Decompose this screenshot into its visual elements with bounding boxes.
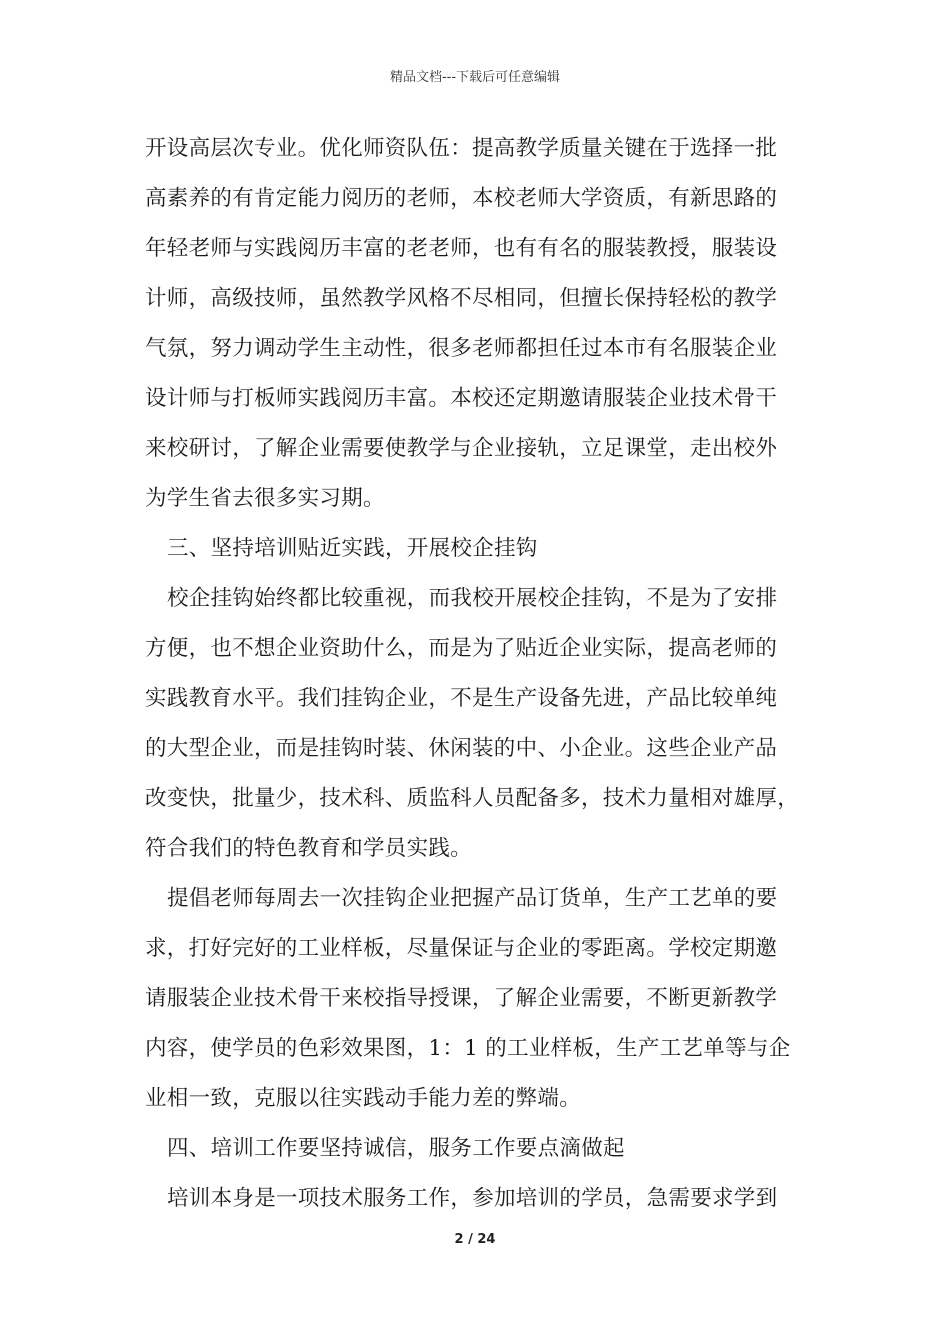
text-line: 来校研讨，了解企业需要使教学与企业接轨，立足课堂，走出校外 [145, 436, 778, 461]
text-line: 计师，高级技师，虽然教学风格不尽相同，但擅长保持轻松的教学 [145, 286, 778, 311]
text-line: 符合我们的特色教育和学员实践。 [145, 836, 473, 861]
text-line: 气氛，努力调动学生主动性，很多老师都担任过本市有名服装企业 [145, 336, 778, 361]
page-number: 2 / 24 [454, 1232, 496, 1247]
text-line: 求，打好完好的工业样板，尽量保证与企业的零距离。学校定期邀 [145, 936, 778, 961]
text-line: 提倡老师每周去一次挂钩企业把握产品订货单，生产工艺单的要 [167, 886, 778, 911]
text-line: 培训本身是一项技术服务工作，参加培训的学员，急需要求学到 [167, 1186, 778, 1211]
text-line: 校企挂钩始终都比较重视，而我校开展校企挂钩，不是为了安排 [167, 586, 778, 611]
text-line: 设计师与打板师实践阅历丰富。本校还定期邀请服装企业技术骨干 [145, 386, 778, 411]
text-line: 方便，也不想企业资助什么，而是为了贴近企业实际，提高老师的 [145, 636, 778, 661]
text-line: 内容，使学员的色彩效果图，1：1 的工业样板，生产工艺单等与企 [145, 1036, 791, 1061]
section-heading: 三、坚持培训贴近实践，开展校企挂钩 [167, 536, 538, 561]
page-header: 精品文档---下载后可任意编辑 [389, 70, 561, 85]
text-line: 改变快，批量少，技术科、质监科人员配备多，技术力量相对雄厚， [145, 786, 800, 811]
text-line: 实践教育水平。我们挂钩企业，不是生产设备先进，产品比较单纯 [145, 686, 778, 711]
text-line: 的大型企业，而是挂钩时装、休闲装的中、小企业。这些企业产品 [145, 736, 778, 761]
text-line: 请服装企业技术骨干来校指导授课，了解企业需要，不断更新教学 [145, 986, 778, 1011]
text-line: 为学生省去很多实习期。 [145, 486, 385, 511]
text-line: 业相一致，克服以往实践动手能力差的弊端。 [145, 1086, 582, 1111]
section-heading: 四、培训工作要坚持诚信，服务工作要点滴做起 [167, 1136, 625, 1161]
document-body [145, 124, 825, 1224]
text-line: 年轻老师与实践阅历丰富的老老师，也有有名的服装教授，服装设 [145, 236, 778, 261]
text-line: 高素养的有肯定能力阅历的老师，本校老师大学资质，有新思路的 [145, 186, 778, 211]
text-line: 开设高层次专业。优化师资队伍：提高教学质量关键在于选择一批 [145, 136, 778, 161]
